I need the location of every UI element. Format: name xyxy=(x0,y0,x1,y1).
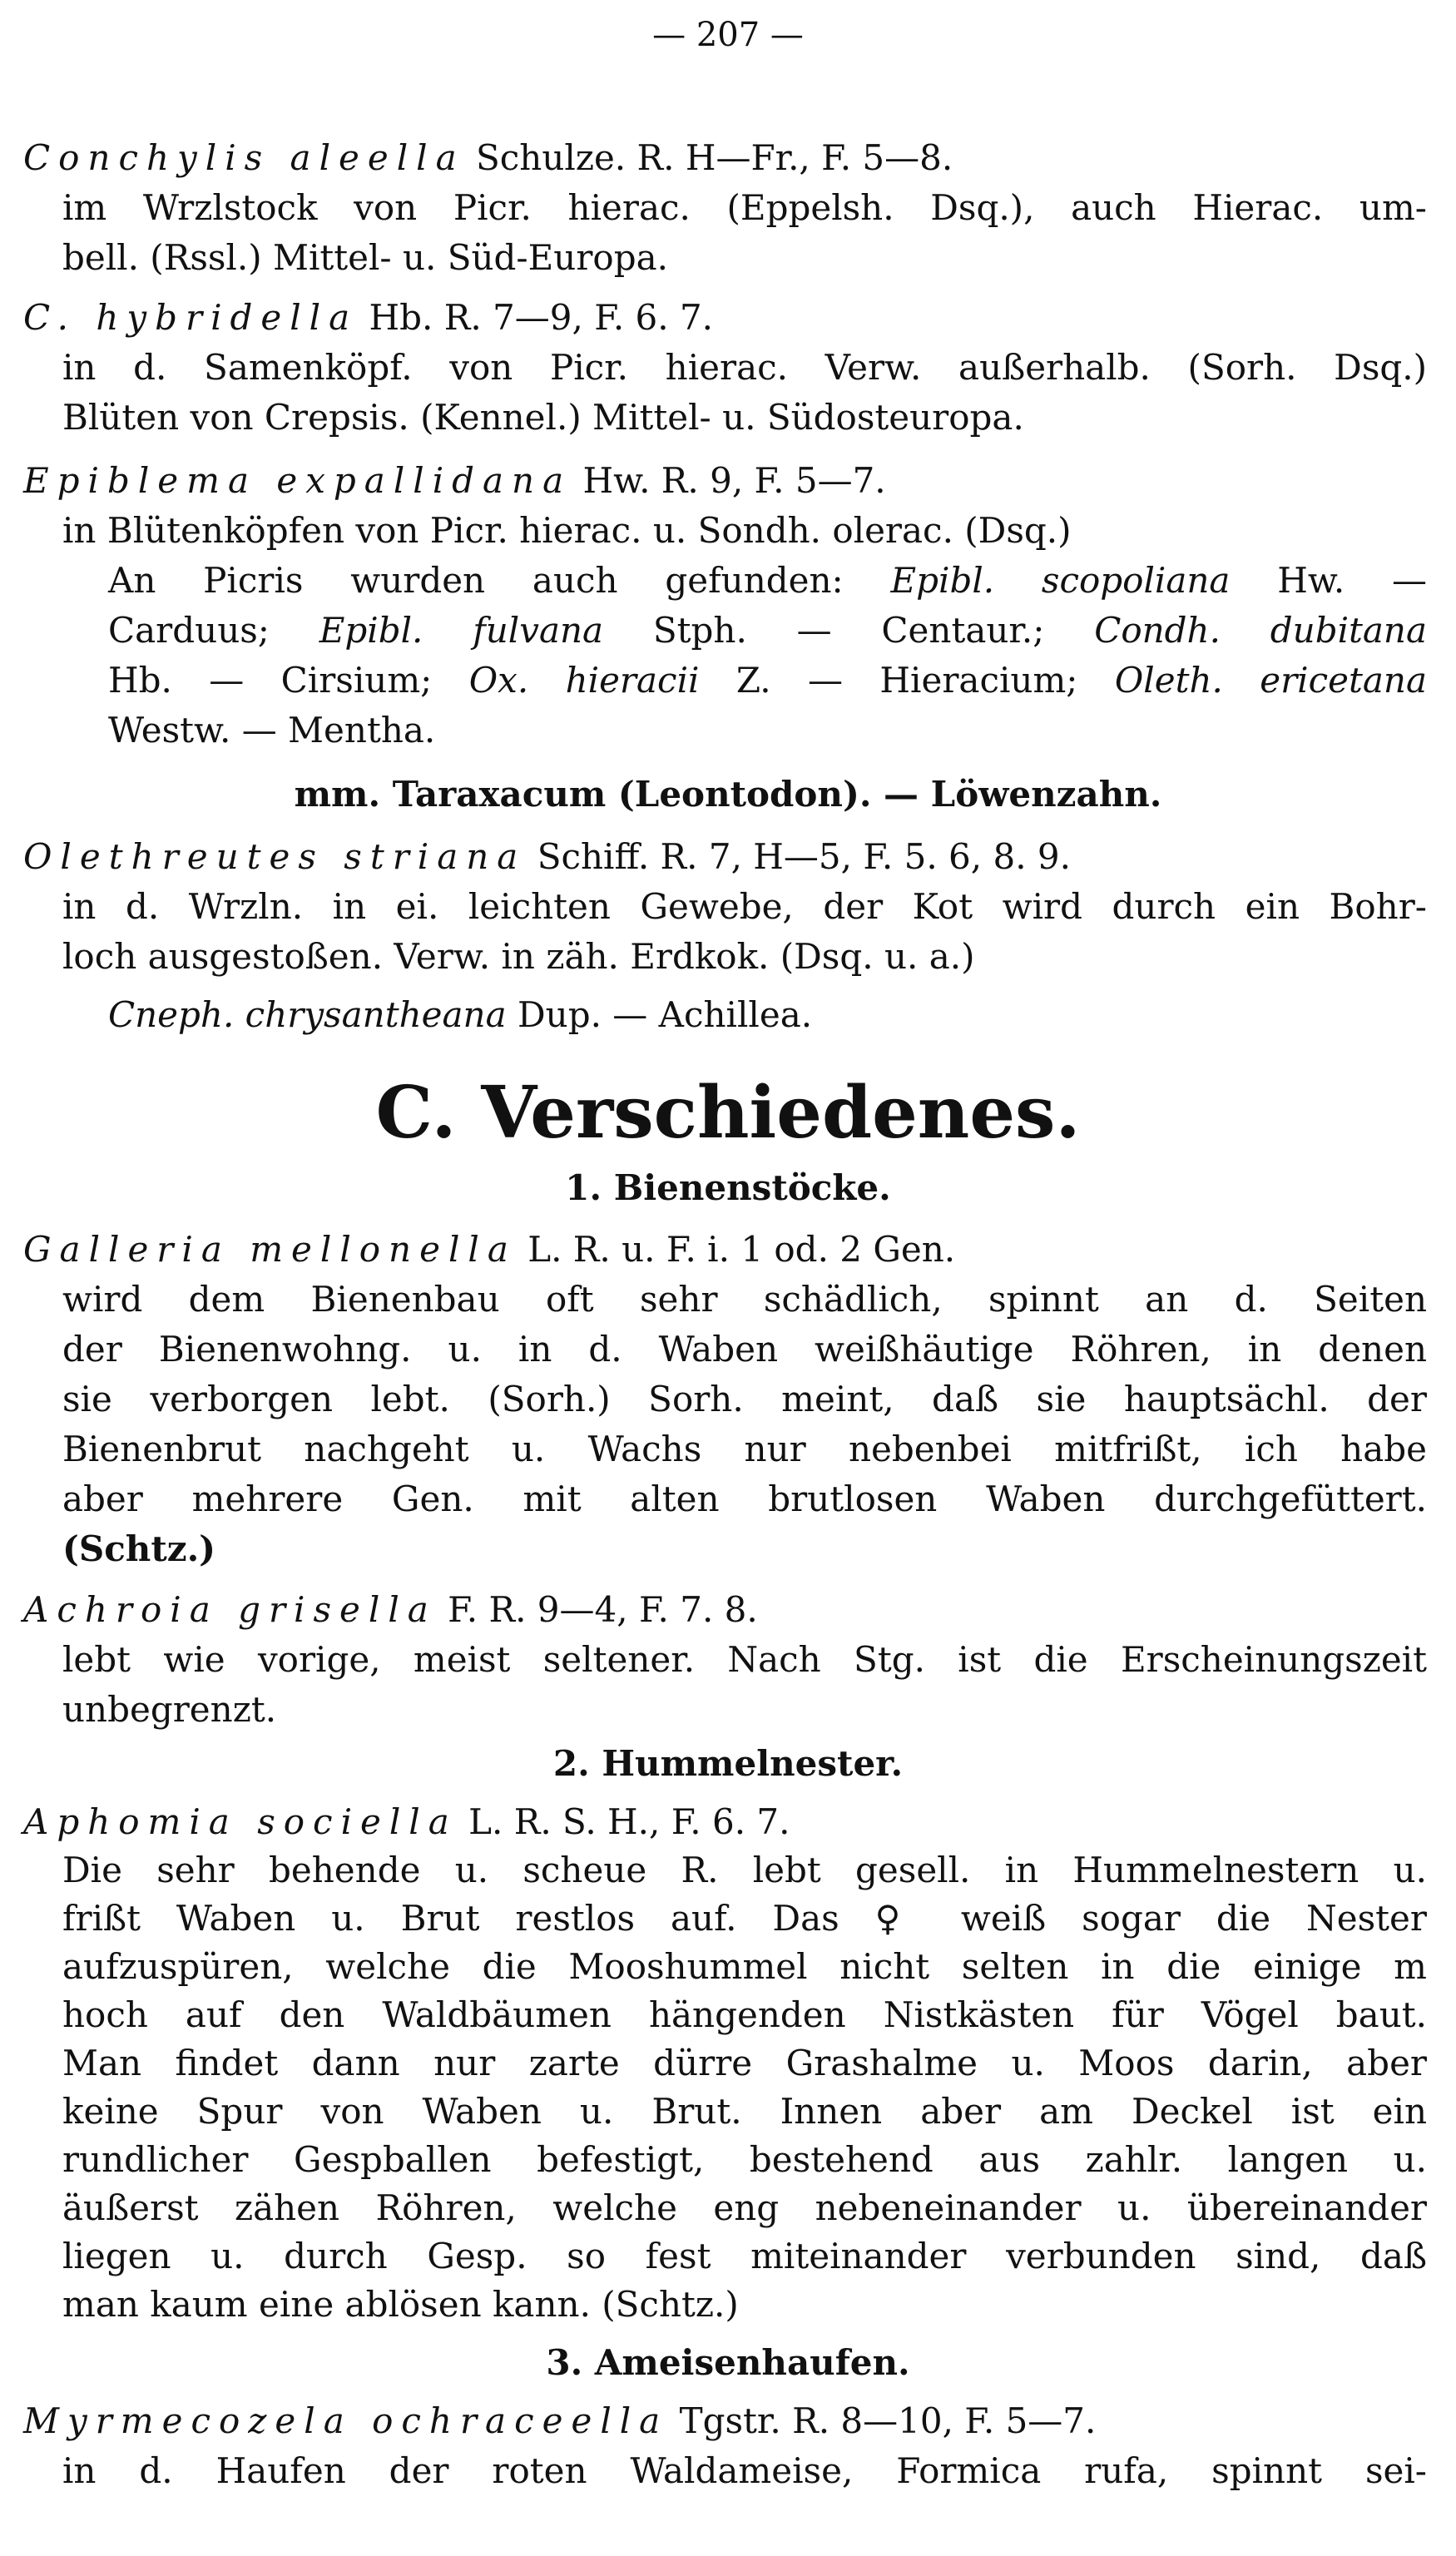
species-name: Galleria mellonella xyxy=(23,1229,517,1270)
entry-text-line: man kaum eine ablösen kann. (Schtz.) xyxy=(62,2284,739,2325)
entry-conchylis-aleella-title xyxy=(23,133,1421,183)
entry-epiblema-expallidana-title xyxy=(23,456,1421,506)
entry-text-line: sie verborgen lebt. (Sorh.) Sorh. meint, daß sie hauptsächl. der xyxy=(62,1379,1427,1419)
entry-c-hybridella-title xyxy=(23,293,1421,343)
subsection-heading-bienenstoecke: 1. Bienenstöcke. xyxy=(565,1167,891,1208)
entry-aphomia-sociella-title xyxy=(23,1797,1421,1847)
species-details: L. R. S. H., F. 6. 7. xyxy=(468,1801,790,1842)
entry-text-line: der Bienenwohng. u. in d. Waben weißhäutige Röhren, in denen xyxy=(62,1329,1427,1370)
entry-text-line: loch ausgestoßen. Verw. in zäh. Erdkok. (Dsq. u. a.) xyxy=(62,936,975,977)
entry-text-line: Blüten von Crepsis. (Kennel.) Mittel- u. Südosteuropa. xyxy=(62,397,1024,438)
species-name: Aphomia sociella xyxy=(23,1801,458,1842)
entry-text-line: in Blütenköpfen von Picr. hierac. u. Sondh. olerac. (Dsq.) xyxy=(62,510,1072,551)
entry-text-line: aber mehrere Gen. mit alten brutlosen Waben durchgefüttert. xyxy=(62,1479,1427,1519)
subsection-heading-hummelnester: 2. Hummelnester. xyxy=(552,1743,904,1784)
entry-text-line: keine Spur von Waben u. Brut. Innen aber am Deckel ist ein xyxy=(62,2091,1427,2132)
species-name: Achroia grisella xyxy=(23,1589,437,1630)
entry-text-line: Cneph. chrysantheana Dup. — Achillea. xyxy=(108,994,813,1035)
entry-text-line: bell. (Rssl.) Mittel- u. Süd-Europa. xyxy=(62,237,668,278)
entry-text-line: Bienenbrut nachgeht u. Wachs nur nebenbei mitfrißt, ich habe xyxy=(62,1429,1427,1469)
entry-text-line: (Schtz.) xyxy=(62,1528,216,1569)
entry-text-line: frißt Waben u. Brut restlos auf. Das ♀ weiß sogar die Nester xyxy=(62,1898,1427,1939)
entry-text-line: hoch auf den Waldbäumen hängenden Nistkästen für Vögel baut. xyxy=(62,1994,1427,2035)
subsection-heading-taraxacum: mm. Taraxacum (Leontodon). — Löwenzahn. xyxy=(294,774,1162,815)
entry-text-line: in d. Wrzln. in ei. leichten Gewebe, der Kot wird durch ein Bohr- xyxy=(62,886,1427,927)
entry-text-line: in d. Haufen der roten Waldameise, Formica rufa, spinnt sei- xyxy=(62,2450,1427,2491)
entry-myrmecozela-ochraceella-title xyxy=(23,2396,1421,2446)
entry-text-line: Hb. — Cirsium; Ox. hieracii Z. — Hieracium; Oleth. ericetana xyxy=(108,660,1427,701)
section-heading-c: C. Verschiedenes. xyxy=(375,1071,1081,1155)
entry-text-line: liegen u. durch Gesp. so fest miteinander verbunden sind, daß xyxy=(62,2236,1427,2276)
species-details: L. R. u. F. i. 1 od. 2 Gen. xyxy=(527,1229,956,1270)
entry-text-line: rundlicher Gespballen befestigt, bestehend aus zahlr. langen u. xyxy=(62,2139,1427,2180)
species-details: F. R. 9—4, F. 7. 8. xyxy=(448,1589,758,1630)
species-name: Olethreutes striana xyxy=(23,836,527,877)
species-details: Schulze. R. H—Fr., F. 5—8. xyxy=(476,137,953,178)
entry-text-line: in d. Samenköpf. von Picr. hierac. Verw. außerhalb. (Sorh. Dsq.) xyxy=(62,347,1427,388)
entry-text-line: wird dem Bienenbau oft sehr schädlich, spinnt an d. Seiten xyxy=(62,1279,1427,1320)
entry-text-line: äußerst zähen Röhren, welche eng nebeneinander u. übereinander xyxy=(62,2187,1427,2228)
entry-galleria-mellonella-title xyxy=(23,1225,1421,1275)
entry-text-line: unbegrenzt. xyxy=(62,1689,277,1730)
species-details: Hb. R. 7—9, F. 6. 7. xyxy=(369,297,714,338)
entry-text-line: Man findet dann nur zarte dürre Grashalme u. Moos darin, aber xyxy=(62,2043,1427,2083)
entry-text-line: An Picris wurden auch gefunden: Epibl. scopoliana Hw. — xyxy=(108,560,1427,601)
species-name: C. hybridella xyxy=(23,297,359,338)
subsection-heading-ameisenhaufen: 3. Ameisenhaufen. xyxy=(546,2342,910,2383)
species-details: Tgstr. R. 8—10, F. 5—7. xyxy=(679,2400,1097,2441)
species-name: Epiblema expallidana xyxy=(23,460,572,501)
entry-text-line: lebt wie vorige, meist seltener. Nach Stg. ist die Erscheinungszeit xyxy=(62,1639,1427,1680)
entry-text-line: Die sehr behende u. scheue R. lebt gesell. in Hummelnestern u. xyxy=(62,1850,1427,1890)
entry-text-line: Carduus; Epibl. fulvana Stph. — Centaur.; Condh. dubitana xyxy=(108,610,1428,651)
entry-text-line: im Wrzlstock von Picr. hierac. (Eppelsh. Dsq.), auch Hierac. um- xyxy=(62,187,1427,228)
entry-olethreutes-striana-title xyxy=(23,832,1421,882)
entry-text-line: aufzuspüren, welche die Mooshummel nicht selten in die einige m xyxy=(62,1946,1427,1987)
species-details: Schiff. R. 7, H—5, F. 5. 6, 8. 9. xyxy=(537,836,1071,877)
entry-text-line: Westw. — Mentha. xyxy=(108,710,436,750)
page-number: — 207 — xyxy=(652,16,804,54)
species-details: Hw. R. 9, F. 5—7. xyxy=(582,460,886,501)
species-name: Conchylis aleella xyxy=(23,137,465,178)
entry-achroia-grisella-title xyxy=(23,1585,1421,1635)
species-name: Myrmecozela ochraceella xyxy=(23,2400,669,2441)
